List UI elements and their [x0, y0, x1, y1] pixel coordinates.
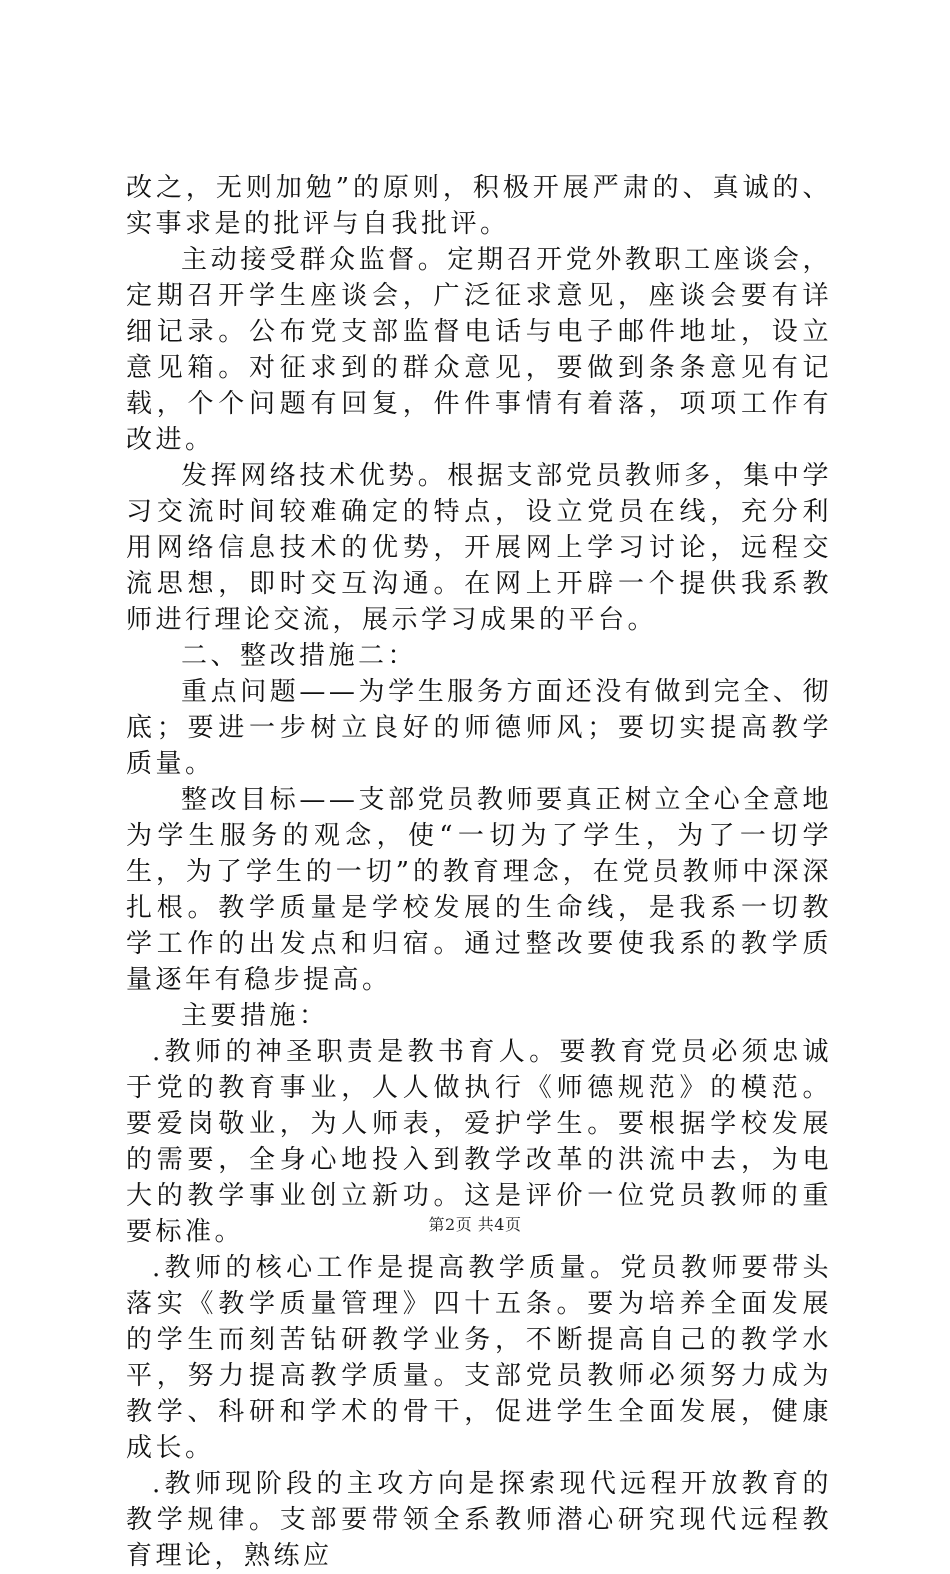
- list-item: .教师的神圣职责是教书育人。要教育党员必须忠诚于党的教育事业，人人做执行《师德规范》的模范。要爱岗敬业，为人师表，爱护学生。要根据学校发展的需要，全身心地投入到教学改革的洪流中去，为电大的教学事业创立新功。这是评价一位党员教师的重要标准。: [126, 1037, 832, 1247]
- list-item: .教师现阶段的主攻方向是探索现代远程开放教育的教学规律。支部要带领全系教师潜心研究现代远程教育理论，熟练应: [126, 1469, 832, 1571]
- section-heading: 二、整改措施二：: [181, 641, 418, 671]
- paragraph: 主动接受群众监督。定期召开党外教职工座谈会，定期召开学生座谈会，广泛征求意见，座谈会要有详细记录。公布党支部监督电话与电子邮件地址，设立意见箱。对征求到的群众意见，要做到条条意见有记载，个个问题有回复，件件事情有着落，项项工作有改进。: [126, 245, 832, 455]
- document-body: [126, 170, 832, 1574]
- page-number: 第2页 共4页: [428, 1215, 522, 1234]
- list-item: .教师的核心工作是提高教学质量。党员教师要带头落实《教学质量管理》四十五条。要为培养全面发展的学生而刻苦钻研教学业务，不断提高自己的教学水平，努力提高教学质量。支部党员教师必须努力成为教学、科研和学术的骨干，促进学生全面发展，健康成长。: [126, 1253, 832, 1463]
- paragraph: 改之，无则加勉”的原则，积极开展严肃的、真诚的、实事求是的批评与自我批评。: [126, 173, 832, 239]
- page-footer: [0, 1215, 950, 1235]
- subheading: 主要措施：: [181, 1001, 329, 1031]
- paragraph: 重点问题——为学生服务方面还没有做到完全、彻底；要进一步树立良好的师德师风；要切实提高教学质量。: [126, 677, 832, 779]
- paragraph: 整改目标——支部党员教师要真正树立全心全意地为学生服务的观念，使“一切为了学生，为了一切学生，为了学生的一切”的教育理念，在党员教师中深深扎根。教学质量是学校发展的生命线，是我系一切教学工作的出发点和归宿。通过整改要使我系的教学质量逐年有稳步提高。: [126, 785, 832, 995]
- paragraph: 发挥网络技术优势。根据支部党员教师多，集中学习交流时间较难确定的特点，设立党员在线，充分利用网络信息技术的优势，开展网上学习讨论，远程交流思想，即时交互沟通。在网上开辟一个提供我系教师进行理论交流，展示学习成果的平台。: [126, 461, 832, 635]
